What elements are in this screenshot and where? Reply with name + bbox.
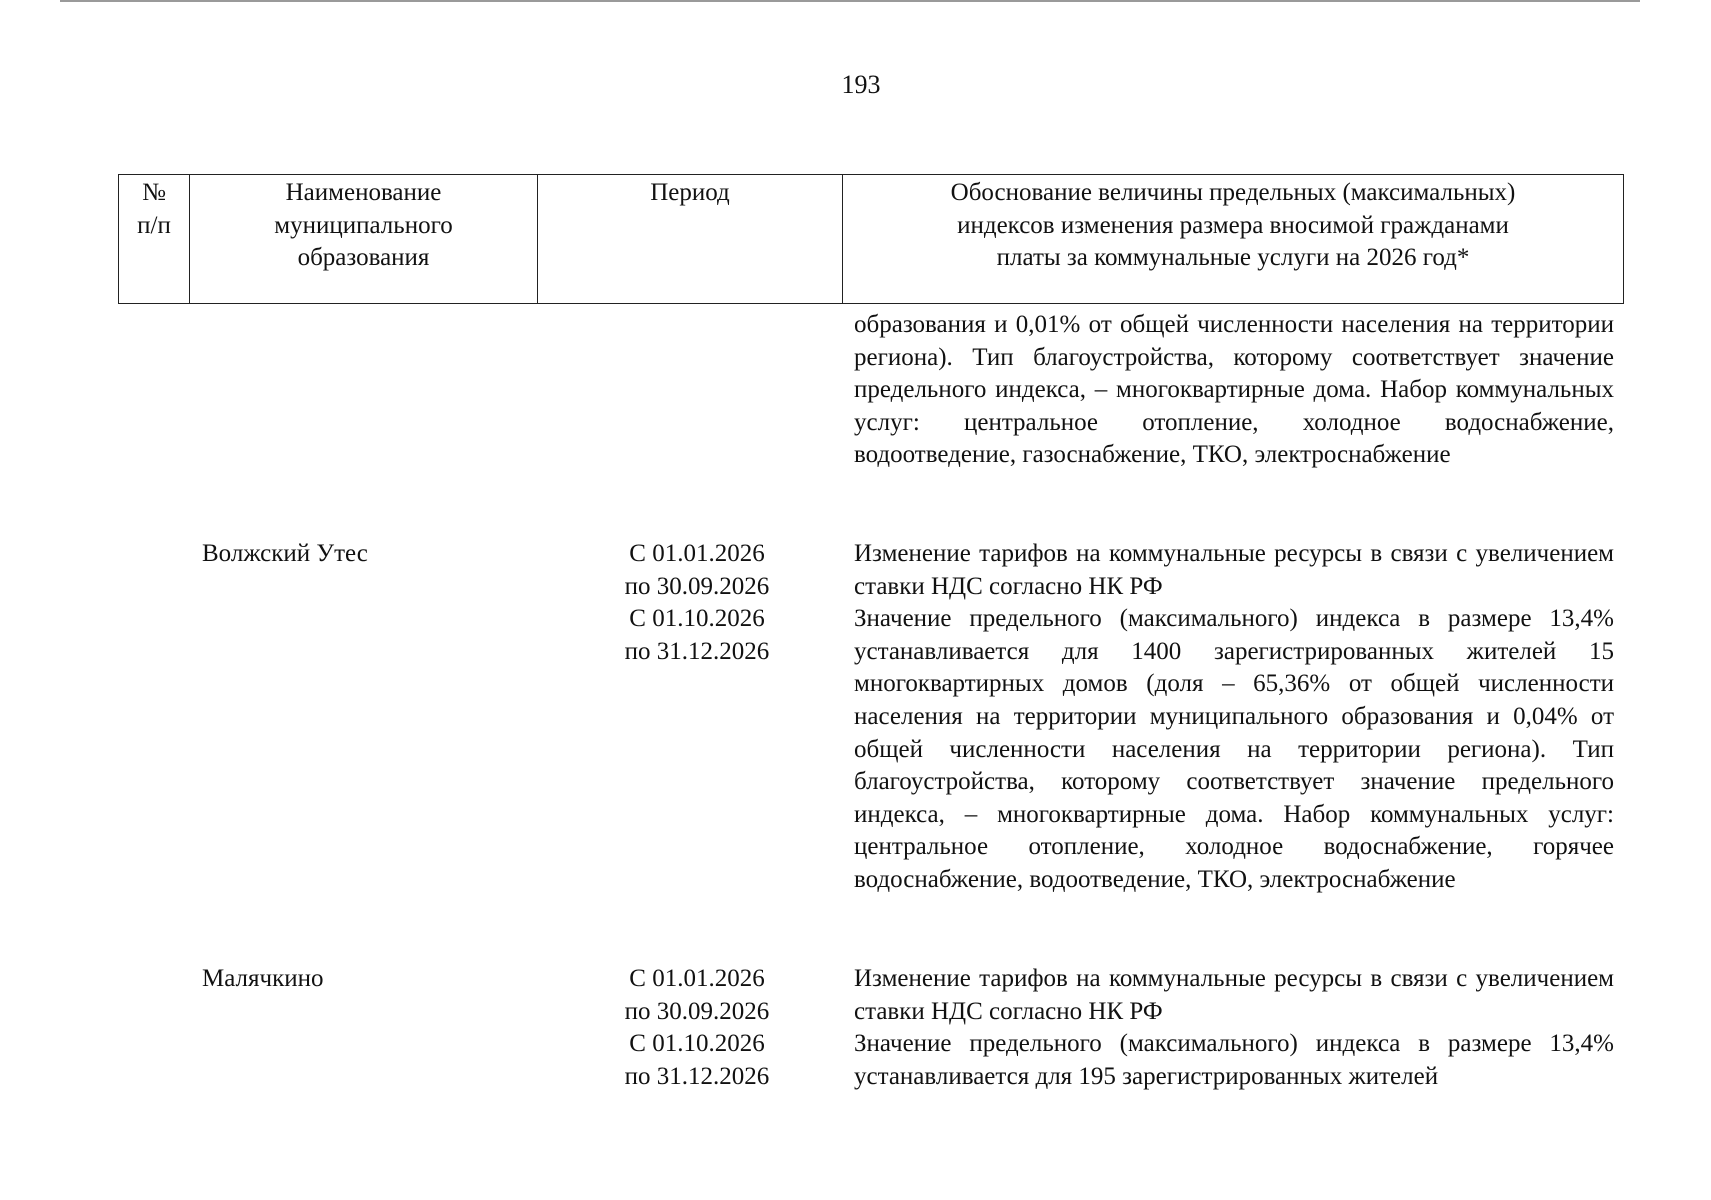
- period-start: С 01.01.2026: [629, 540, 765, 567]
- justification-cell: [854, 538, 1614, 897]
- header-justification-label: Обоснование величины предельных (максимальных) индексов изменения размера вносимой гражданами платы за коммунальные услуги на 2026 год*: [950, 179, 1516, 271]
- justification-paragraph: Изменение тарифов на коммунальные ресурсы в связи с увеличением ставки НДС согласно НК РФ: [854, 965, 1614, 1025]
- header-name-label: Наименование муниципального образования: [274, 179, 453, 271]
- justification-paragraph: Значение предельного (максимального) индекса в размере 13,4% устанавливается для 1400 зарегистрированных жителей 15 многоквартирных домов (доля – 65,36% от общей численности населения на территории муниципального образования и 0,04% от общей численности населения на территории региона). Тип благоустройства, которому соответствует значение предельного индекса, – многоквартирные дома. Набор коммунальных услуг: центральное отопление, холодное водоснабжение, горячее водоснабжение, водоотведение, ТКО, электроснабжение: [854, 605, 1614, 893]
- page-number: 193: [841, 70, 881, 99]
- justification-paragraph: Значение предельного (максимального) индекса в размере 13,4% устанавливается для 195 зарегистрированных жителей: [854, 1030, 1614, 1090]
- municipality-name: Волжский Утес: [202, 540, 368, 567]
- header-number-label: № п/п: [137, 179, 171, 239]
- justification-cell: [854, 963, 1614, 1093]
- period-start: С 01.01.2026: [629, 965, 765, 992]
- header-cell-justification: [843, 175, 1624, 304]
- period-end: по 30.09.2026: [624, 997, 770, 1025]
- continuation-text: образования и 0,01% от общей численности населения на территории региона). Тип благоустройства, которому соответствует значение предельного индекса, – многоквартирные дома. Набор коммунальных услуг: центральное отопление, холодное водоснабжение, водоотведение, газоснабжение, ТКО, электроснабжение: [854, 311, 1614, 469]
- period-end: по 31.12.2026: [624, 1062, 770, 1090]
- period-end: по 31.12.2026: [624, 637, 770, 665]
- period-cell: [597, 963, 797, 1093]
- municipality-name: Малячкино: [202, 965, 324, 992]
- header-cell-number: [119, 175, 190, 304]
- period-start: С 01.10.2026: [629, 1030, 765, 1058]
- period-cell: [597, 538, 797, 668]
- header-period-label: Период: [650, 179, 730, 206]
- table-header: [118, 174, 1624, 304]
- justification-paragraph: Изменение тарифов на коммунальные ресурсы в связи с увеличением ставки НДС согласно НК РФ: [854, 540, 1614, 600]
- period-end: по 30.09.2026: [624, 572, 770, 600]
- period-start: С 01.10.2026: [629, 605, 765, 633]
- top-rule: [60, 0, 1640, 2]
- header-cell-period: [538, 175, 843, 304]
- header-cell-name: [190, 175, 538, 304]
